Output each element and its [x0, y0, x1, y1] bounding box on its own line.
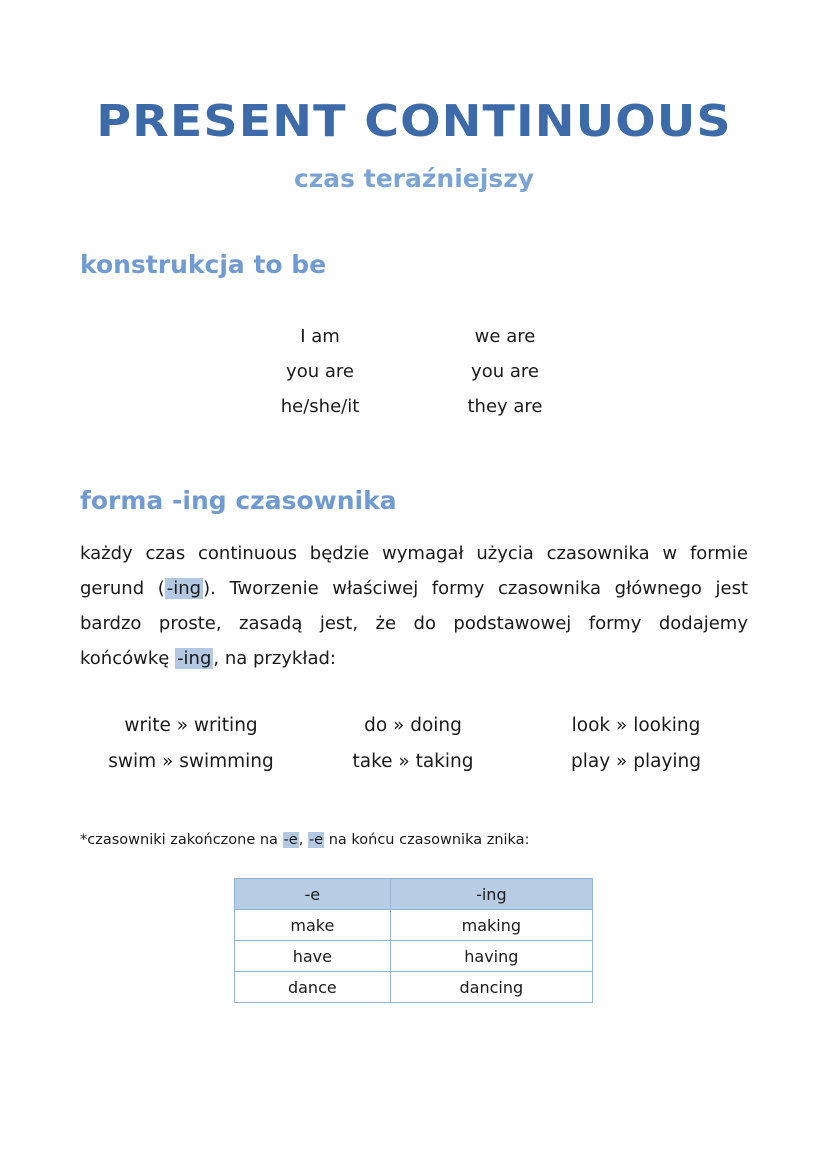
note-text: *czasowniki zakończone na — [80, 832, 283, 848]
conjugation-cell: you are — [471, 361, 539, 382]
table-cell: having — [390, 941, 592, 972]
table-header-cell: -ing — [390, 879, 592, 910]
section-heading-to-be: konstrukcja to be — [80, 250, 327, 279]
note-e-ending — [80, 832, 529, 848]
table-header-row — [235, 879, 593, 910]
example-item: do » doing — [364, 715, 462, 736]
example-item: swim » swimming — [108, 751, 274, 772]
note-text: , — [298, 832, 308, 848]
conjugation-cell: we are — [474, 326, 536, 347]
table-cell: make — [235, 910, 391, 941]
example-item: write » writing — [124, 715, 258, 736]
table-row — [235, 910, 593, 941]
example-item: take » taking — [352, 751, 474, 772]
table-row — [235, 941, 593, 972]
table-row — [235, 972, 593, 1003]
page-subtitle: czas teraźniejszy — [293, 164, 535, 193]
table-cell: dancing — [390, 972, 592, 1003]
ing-examples — [80, 708, 748, 780]
e-ending-table — [234, 878, 593, 1003]
highlight-ing: -ing — [166, 578, 202, 599]
highlight-e: -e — [308, 832, 324, 848]
paragraph-text: każdy czas continuous będzie wymagał użycia czasownika w formie gerund ( — [80, 543, 748, 599]
conjugation-cell: you are — [286, 361, 354, 382]
conjugation-cell: they are — [467, 396, 543, 417]
table-cell: have — [235, 941, 391, 972]
example-item: play » playing — [570, 751, 702, 772]
paragraph-text: ). Tworzenie właściwej formy czasownika głównego jest bardzo proste, zasadą jest, że do podstawowej formy dodajemy końcówkę — [80, 578, 748, 669]
conjugation-cell: I am — [300, 326, 340, 347]
page-title: PRESENT CONTINUOUS — [96, 96, 732, 147]
conjugation-cell: he/she/it — [280, 396, 360, 417]
table-header-cell: -e — [235, 879, 391, 910]
table-cell: dance — [235, 972, 391, 1003]
note-text: na końcu czasownika znika: — [324, 832, 530, 848]
section-heading-ing-form: forma -ing czasownika — [80, 486, 397, 515]
example-item: look » looking — [571, 715, 701, 736]
ing-explanation-paragraph — [80, 536, 748, 676]
paragraph-text: , na przykład: — [213, 648, 336, 669]
table-cell: making — [390, 910, 592, 941]
to-be-conjugation — [230, 322, 600, 421]
highlight-e: -e — [283, 832, 298, 848]
highlight-ing: -ing — [177, 648, 212, 669]
